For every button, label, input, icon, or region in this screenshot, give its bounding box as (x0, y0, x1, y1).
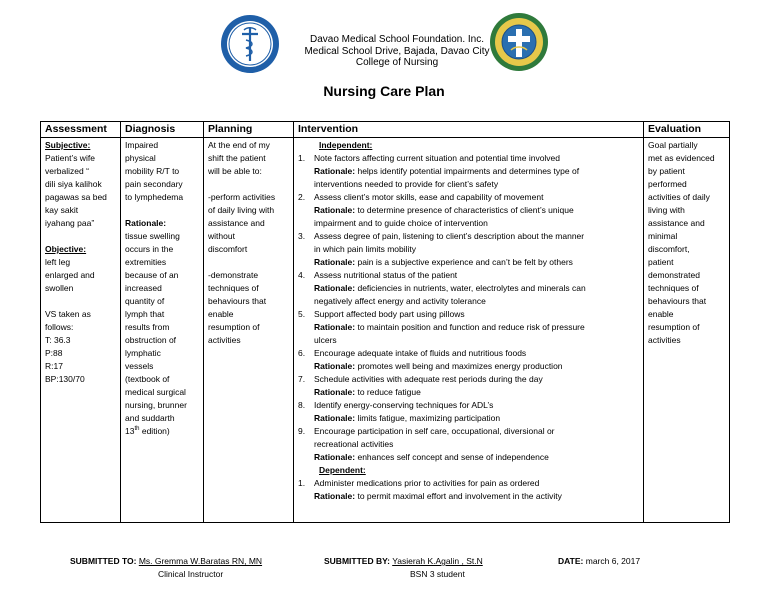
intervention-number: 8. (298, 400, 306, 410)
intervention-number: 3. (298, 231, 306, 241)
intervention-text-line: Assess nutritional status of the patient (314, 270, 458, 280)
submitted-to-name: Ms. Gremma W.Baratas RN, MN (138, 556, 263, 566)
diagnosis-line: mobility R/T to (125, 166, 180, 176)
submitted-to-label: SUBMITTED TO (70, 556, 134, 566)
diagnosis-rationale-line: extremities (125, 257, 167, 267)
intervention-rationale (298, 490, 639, 503)
subjective-line: dili siya kalihok (45, 179, 102, 189)
intervention-text (314, 308, 639, 321)
intervention-text-line: Encourage participation in self care, occupational, diversional or (314, 426, 555, 436)
diagnosis-rationale-line: increased (125, 283, 162, 293)
intervention-text (314, 425, 639, 451)
care-plan-table (40, 121, 730, 523)
table-body-row (41, 138, 730, 523)
rationale-line: Rationale: to determine presence of characteristics of client’s unique (314, 205, 574, 215)
intervention-number: 2. (298, 192, 306, 202)
column-header-intervention: Intervention (294, 122, 644, 138)
evaluation-line: minimal (648, 231, 678, 241)
column-header-assessment: Assessment (41, 122, 121, 138)
intervention-text-line: Encourage adequate intake of fluids and nutritious foods (314, 348, 527, 358)
intervention-number: 4. (298, 270, 306, 280)
intervention-rationale (298, 412, 639, 425)
diagnosis-line: to lymphedema (125, 192, 184, 202)
intervention-text-line: Support affected body part using pillows (314, 309, 465, 319)
evaluation-line: activities of daily (648, 192, 710, 202)
rationale-text: deficiencies in nutrients, water, electrolytes and minerals can (357, 283, 586, 293)
edition-number: 13 (125, 426, 135, 436)
intervention-item (298, 152, 639, 165)
rationale-text: to reduce fatigue (357, 387, 421, 397)
diagnosis-rationale-line: results from (125, 322, 170, 332)
date-label: DATE (558, 556, 581, 566)
rationale-text: pain is a subjective experience and can’t be felt by others (357, 257, 573, 267)
planning-line: shift the patient (208, 153, 266, 163)
diagnosis-rationale-line: quantity of (125, 296, 165, 306)
intervention-rationale (298, 256, 639, 269)
rationale-label: Rationale (314, 283, 353, 293)
intervention-item (298, 399, 639, 412)
rationale-text: helps identify potential impairments and determines type of (357, 166, 580, 176)
intervention-number: 7. (298, 374, 306, 384)
intervention-text (314, 230, 639, 256)
intervention-text (314, 399, 639, 412)
objective-line: enlarged and (45, 270, 95, 280)
intervention-text (314, 477, 639, 490)
intervention-rationale (298, 204, 639, 230)
planning-goal-line: without (208, 231, 235, 241)
evaluation-line: discomfort, (648, 244, 690, 254)
intervention-item (298, 191, 639, 204)
intervention-item (298, 373, 639, 386)
intervention-text (314, 191, 639, 204)
evaluation-line: met as evidenced (648, 153, 715, 163)
rationale-text: to determine presence of characteristics of client’s unique (357, 205, 574, 215)
intervention-text-line: recreational activities (314, 439, 394, 449)
intervention-text-line: Note factors affecting current situation and potential time involved (314, 153, 561, 163)
intervention-text-line: Assess degree of pain, listening to client’s description about the manner (314, 231, 585, 241)
submitted-to-block: SUBMITTED TO: Ms. Gremma W.Baratas RN, MN (70, 556, 263, 566)
planning-goal-line: activities (208, 335, 241, 345)
planning-goal-line: -perform activities (208, 192, 276, 202)
intervention-number: 1. (298, 153, 306, 163)
intervention-item (298, 308, 639, 321)
rationale-label: Rationale (314, 322, 353, 332)
school-name: Davao Medical School Foundation. Inc. (310, 34, 484, 45)
vital-signs-temperature: T: 36.3 (45, 335, 71, 345)
subjective-line: Patient’s wife (45, 153, 95, 163)
diagnosis-rationale-line: vessels (125, 361, 154, 371)
rationale-label: Rationale (314, 257, 353, 267)
intervention-rationale (298, 165, 639, 191)
evaluation-line: techniques of (648, 283, 699, 293)
objective-line: left leg (45, 257, 71, 267)
column-header-evaluation: Evaluation (644, 122, 730, 138)
intervention-rationale (298, 282, 639, 308)
planning-goal-line: behaviours that (208, 296, 267, 306)
intervention-text-line: in which pain limits mobility (314, 244, 417, 254)
intervention-text-line: Administer medications prior to activities for pain as ordered (314, 478, 540, 488)
evaluation-line: living with (648, 205, 685, 215)
diagnosis-cell (121, 138, 204, 523)
rationale-line: Rationale: to reduce fatigue (314, 387, 421, 397)
evaluation-line: activities (648, 335, 681, 345)
planning-goal-line: discomfort (208, 244, 248, 254)
evaluation-line: demonstrated (648, 270, 700, 280)
submitted-to-role: Clinical Instructor (158, 569, 224, 579)
evaluation-line: Goal partially (648, 140, 698, 150)
edition-text: edition) (139, 426, 170, 436)
diagnosis-reference-line: nursing, brunner (125, 400, 187, 410)
assessment-cell (41, 138, 121, 523)
evaluation-line: enable (648, 309, 674, 319)
evaluation-line: by patient (648, 166, 685, 176)
diagnosis-line: Impaired (125, 140, 159, 150)
vital-signs-blood-pressure: BP:130/70 (45, 374, 85, 384)
rationale-text: to maintain position and function and reduce risk of pressure (357, 322, 585, 332)
planning-goal-line: resumption of (208, 322, 260, 332)
planning-line: will be able to: (208, 166, 262, 176)
intervention-item (298, 269, 639, 282)
intervention-rationale (298, 321, 639, 347)
intervention-text-line: Assess client’s motor skills, ease and capability of movement (314, 192, 544, 202)
submitted-by-label: SUBMITTED BY (324, 556, 388, 566)
school-header (283, 34, 511, 69)
rationale-line: ulcers (314, 335, 337, 345)
rationale-label: Rationale (314, 166, 353, 176)
rationale-line: Rationale: to permit maximal effort and involvement in the activity (314, 491, 562, 501)
rationale-text: promotes well being and maximizes energy production (357, 361, 563, 371)
diagnosis-rationale-line: lymph that (125, 309, 165, 319)
rationale-line: Rationale: to maintain position and function and reduce risk of pressure (314, 322, 585, 332)
independent-interventions-list (298, 152, 639, 464)
evaluation-line: assistance and (648, 218, 705, 228)
rationale-line: interventions needed to provide for client’s safety (314, 179, 499, 189)
rationale-label: Rationale (314, 491, 353, 501)
diagnosis-rationale-line: occurs in the (125, 244, 174, 254)
date-value: march 6, 2017 (585, 556, 641, 566)
rationale-label: Rationale (314, 205, 353, 215)
diagnosis-reference-line: medical surgical (125, 387, 186, 397)
diagnosis-reference-line: and suddarth (125, 413, 175, 423)
vital-signs-pulse: P:88 (45, 348, 63, 358)
intervention-text (314, 269, 639, 282)
intervention-text-line: Schedule activities with adequate rest periods during the day (314, 374, 543, 384)
rationale-text: to permit maximal effort and involvement in the activity (357, 491, 562, 501)
diagnosis-line: physical (125, 153, 156, 163)
intervention-item (298, 425, 639, 451)
intervention-item (298, 347, 639, 360)
evaluation-line: patient (648, 257, 674, 267)
rationale-label: Rationale (314, 387, 353, 397)
edition-superscript: th (134, 426, 140, 433)
intervention-number: 6. (298, 348, 306, 358)
rationale-label: Rationale (314, 361, 353, 371)
diagnosis-rationale-line: because of an (125, 270, 179, 280)
rationale-label: Rationale (314, 413, 353, 423)
objective-label: Objective: (45, 244, 87, 254)
intervention-item (298, 230, 639, 256)
planning-goal-line: of daily living with (208, 205, 275, 215)
diagnosis-rationale-label: Rationale: (125, 218, 167, 228)
rationale-line: Rationale: enhances self concept and sense of independence (314, 452, 549, 462)
intervention-number: 9. (298, 426, 306, 436)
evaluation-line: performed (648, 179, 687, 189)
vital-signs-respiration: R:17 (45, 361, 63, 371)
intervention-rationale (298, 451, 639, 464)
planning-goal-line: enable (208, 309, 234, 319)
intervention-text-line: Identify energy-conserving techniques for ADL’s (314, 400, 494, 410)
submitted-by-block: SUBMITTED BY: Yasierah K.Agalin , St.N (324, 556, 483, 566)
dependent-interventions-list (298, 477, 639, 503)
college-name: College of Nursing (355, 57, 439, 68)
column-header-diagnosis: Diagnosis (121, 122, 204, 138)
subjective-line: iyahang paa” (45, 218, 95, 228)
diagnosis-rationale-line: obstruction of (125, 335, 177, 345)
intervention-text (314, 347, 639, 360)
diagnosis-line: pain secondary (125, 179, 183, 189)
submitted-by-role: BSN 3 student (410, 569, 465, 579)
evaluation-line: resumption of (648, 322, 700, 332)
column-header-planning: Planning (204, 122, 294, 138)
rationale-line: impairment and to guide choice of intervention (314, 218, 488, 228)
date-block: DATE: march 6, 2017 (558, 556, 641, 566)
rationale-line: Rationale: pain is a subjective experience and can’t be felt by others (314, 257, 573, 267)
intervention-item (298, 477, 639, 490)
rationale-line: Rationale: deficiencies in nutrients, water, electrolytes and minerals can (314, 283, 586, 293)
subjective-line: pagawas sa bed (45, 192, 107, 202)
submitted-by-name: Yasierah K.Agalin , St.N (392, 556, 483, 566)
school-address: Medical School Drive, Bajada, Davao City (304, 45, 490, 57)
evaluation-cell (644, 138, 730, 523)
intervention-text (314, 373, 639, 386)
rationale-text: limits fatigue, maximizing participation (357, 413, 501, 423)
independent-label: Independent: (319, 140, 373, 150)
evaluation-line: behaviours that (648, 296, 707, 306)
diagnosis-reference-line: (textbook of (125, 374, 170, 384)
rationale-label: Rationale (314, 452, 353, 462)
diagnosis-rationale-line: tissue swelling (125, 231, 180, 241)
table-header-row (41, 122, 730, 138)
intervention-text (314, 152, 639, 165)
intervention-number: 1. (298, 478, 306, 488)
intervention-cell (294, 138, 644, 523)
vital-signs-line: VS taken as (45, 309, 91, 319)
rationale-line: negatively affect energy and activity tolerance (314, 296, 486, 306)
planning-line: At the end of my (208, 140, 270, 150)
planning-cell (204, 138, 294, 523)
objective-line: swollen (45, 283, 74, 293)
vital-signs-line: follows: (45, 322, 74, 332)
intervention-rationale (298, 386, 639, 399)
subjective-label: Subjective: (45, 140, 91, 150)
subjective-line: verbalized “ (45, 166, 89, 176)
planning-goal-line: assistance and (208, 218, 265, 228)
rationale-line: Rationale: helps identify potential impairments and determines type of (314, 166, 580, 176)
planning-goal-line: -demonstrate (208, 270, 259, 280)
rationale-line: Rationale: promotes well being and maximizes energy production (314, 361, 563, 371)
school-seal-logo (220, 14, 280, 74)
dependent-label: Dependent: (319, 465, 366, 475)
rationale-line: Rationale: limits fatigue, maximizing participation (314, 413, 501, 423)
page-title: Nursing Care Plan (323, 83, 445, 99)
subjective-line: kay sakit (45, 205, 79, 215)
planning-goal-line: techniques of (208, 283, 259, 293)
intervention-rationale (298, 360, 639, 373)
intervention-number: 5. (298, 309, 306, 319)
diagnosis-rationale-line: lymphatic (125, 348, 161, 358)
diagnosis-edition-line (125, 425, 199, 438)
rationale-text: enhances self concept and sense of independence (357, 452, 549, 462)
